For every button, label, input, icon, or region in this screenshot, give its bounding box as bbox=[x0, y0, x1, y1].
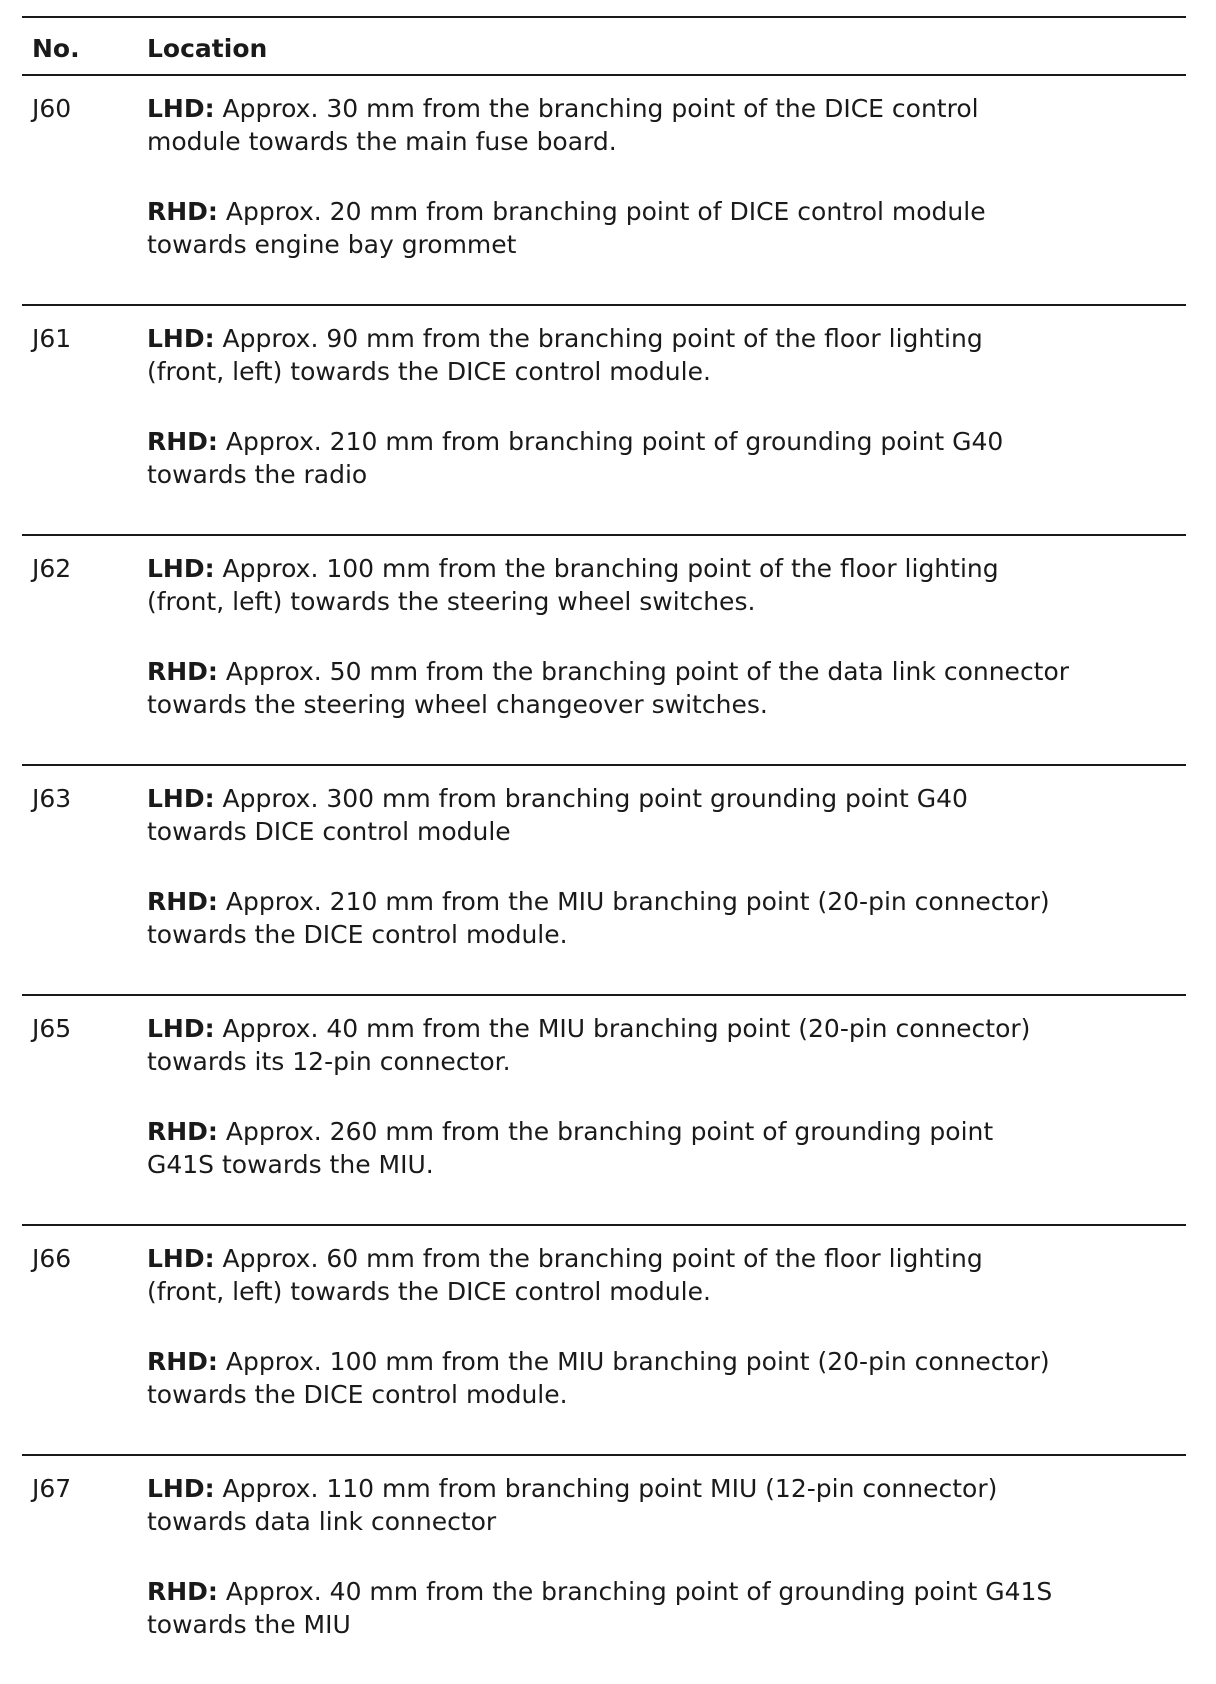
row-location bbox=[147, 782, 1182, 951]
rhd-label: RHD: bbox=[147, 427, 218, 456]
table-row bbox=[22, 306, 1186, 534]
row-number: J67 bbox=[32, 1474, 72, 1503]
lhd-entry bbox=[147, 1472, 1182, 1538]
lhd-text: Approx. 300 mm from branching point grounding point G40 towards DICE control module bbox=[147, 784, 968, 846]
rhd-text: Approx. 50 mm from the branching point of the data link connector towards the steering wheel changeover switches. bbox=[147, 657, 1070, 719]
row-number: J66 bbox=[32, 1244, 72, 1273]
table-row bbox=[22, 1226, 1186, 1454]
row-number: J61 bbox=[32, 324, 72, 353]
lhd-entry bbox=[147, 782, 1182, 848]
rhd-entry bbox=[147, 1575, 1182, 1641]
rhd-label: RHD: bbox=[147, 657, 218, 686]
row-location bbox=[147, 322, 1182, 491]
table-row bbox=[22, 76, 1186, 304]
rhd-text: Approx. 40 mm from the branching point of grounding point G41S towards the MIU bbox=[147, 1577, 1053, 1639]
lhd-label: LHD: bbox=[147, 554, 215, 583]
row-number: J60 bbox=[32, 94, 72, 123]
rhd-label: RHD: bbox=[147, 1117, 218, 1146]
rhd-entry bbox=[147, 885, 1182, 951]
lhd-entry bbox=[147, 1242, 1182, 1308]
table-row bbox=[22, 1456, 1186, 1684]
row-location bbox=[147, 1012, 1182, 1181]
lhd-label: LHD: bbox=[147, 1014, 215, 1043]
table-row bbox=[22, 766, 1186, 994]
table-row bbox=[22, 536, 1186, 764]
lhd-text: Approx. 90 mm from the branching point of the floor lighting (front, left) towards the DICE control module. bbox=[147, 324, 983, 386]
rhd-label: RHD: bbox=[147, 197, 218, 226]
row-number: J62 bbox=[32, 554, 72, 583]
rhd-label: RHD: bbox=[147, 1347, 218, 1376]
rhd-text: Approx. 260 mm from the branching point of grounding point G41S towards the MIU. bbox=[147, 1117, 994, 1179]
rhd-entry bbox=[147, 195, 1182, 261]
lhd-label: LHD: bbox=[147, 784, 215, 813]
lhd-entry bbox=[147, 1012, 1182, 1078]
rhd-entry bbox=[147, 425, 1182, 491]
row-location bbox=[147, 1242, 1182, 1411]
row-location bbox=[147, 1472, 1182, 1641]
lhd-text: Approx. 60 mm from the branching point of the floor lighting (front, left) towards the DICE control module. bbox=[147, 1244, 983, 1306]
lhd-label: LHD: bbox=[147, 324, 215, 353]
lhd-text: Approx. 110 mm from branching point MIU (12-pin connector) towards data link connector bbox=[147, 1474, 998, 1536]
lhd-text: Approx. 100 mm from the branching point of the floor lighting (front, left) towards the steering wheel switches. bbox=[147, 554, 999, 616]
rhd-text: Approx. 210 mm from branching point of grounding point G40 towards the radio bbox=[147, 427, 1004, 489]
row-location bbox=[147, 552, 1182, 721]
rhd-text: Approx. 100 mm from the MIU branching point (20-pin connector) towards the DICE control module. bbox=[147, 1347, 1050, 1409]
rhd-entry bbox=[147, 655, 1182, 721]
lhd-label: LHD: bbox=[147, 1474, 215, 1503]
rhd-text: Approx. 20 mm from branching point of DICE control module towards engine bay grommet bbox=[147, 197, 986, 259]
lhd-label: LHD: bbox=[147, 1244, 215, 1273]
table-row bbox=[22, 996, 1186, 1224]
column-header-no: No. bbox=[32, 34, 80, 63]
row-number: J63 bbox=[32, 784, 72, 813]
lhd-text: Approx. 40 mm from the MIU branching point (20-pin connector) towards its 12-pin connector. bbox=[147, 1014, 1031, 1076]
row-location bbox=[147, 92, 1182, 261]
table-header bbox=[22, 18, 1186, 74]
rhd-label: RHD: bbox=[147, 887, 218, 916]
lhd-entry bbox=[147, 92, 1182, 158]
table-body bbox=[22, 76, 1186, 1684]
location-table bbox=[22, 16, 1186, 1684]
rhd-entry bbox=[147, 1115, 1182, 1181]
row-number: J65 bbox=[32, 1014, 72, 1043]
lhd-entry bbox=[147, 552, 1182, 618]
lhd-entry bbox=[147, 322, 1182, 388]
rhd-text: Approx. 210 mm from the MIU branching point (20-pin connector) towards the DICE control module. bbox=[147, 887, 1050, 949]
lhd-text: Approx. 30 mm from the branching point of the DICE control module towards the main fuse board. bbox=[147, 94, 979, 156]
rhd-entry bbox=[147, 1345, 1182, 1411]
lhd-label: LHD: bbox=[147, 94, 215, 123]
rhd-label: RHD: bbox=[147, 1577, 218, 1606]
column-header-location: Location bbox=[147, 34, 268, 63]
